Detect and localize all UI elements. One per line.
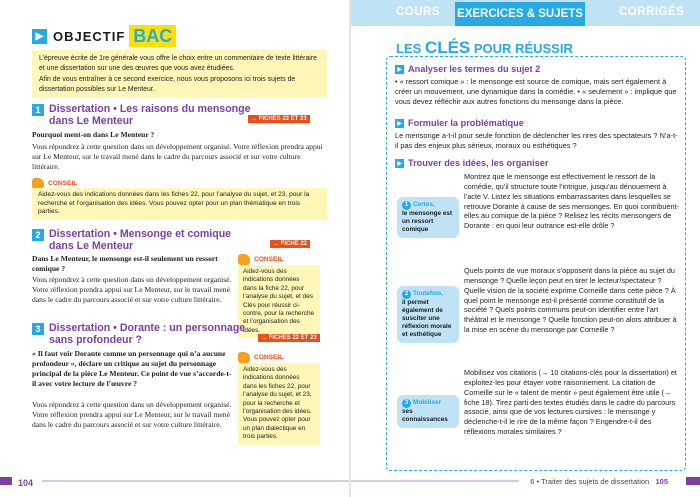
footer-bar (0, 477, 12, 485)
idea-pill-3 (397, 395, 459, 428)
subject-body: Vous répondrez à cette question dans un développement organisé. Votre réflexion prendra appui sur Le Menteur, sur le travail mené dans le cadre du parcours associé et sur votre culture littéraire. (32, 142, 323, 171)
subject-question: Pourquoi ment-on dans Le Menteur ? (32, 130, 155, 139)
heading-analyser (395, 64, 540, 74)
pointing-hand-icon (238, 352, 250, 363)
right-page (351, 0, 700, 497)
bac-badge: BAC (129, 25, 176, 47)
section-title: Dissertation • Les raisons du mensonge (49, 103, 251, 115)
tab-cours[interactable]: COURS (396, 6, 441, 18)
section-number: 1 (32, 104, 44, 116)
heading-idees (395, 158, 548, 168)
tab-exercices-sujets[interactable]: EXERCICES & SUJETS (455, 2, 585, 26)
conseil-label (238, 254, 283, 265)
conseil-text: CONSEIL (48, 180, 78, 187)
conseil-label (238, 352, 283, 363)
arrow-right-icon: ▶ (395, 159, 404, 168)
page-number: 105 (655, 477, 668, 486)
pill-number: 1 (402, 201, 411, 210)
idea-list-1: Montrez que le mensonge est effectivement le ressort de la comédie, qu’il structure toute l’intrigue, jusqu’au dénouement à l’acte V. Listez les situations embarrassantes dans lesquelles se retrouve Dorante à cause de ses mensonges. En quoi contribuent-elles au comique de la pièce ? Relisez les récits mensongers de Dorante : en quoi leur outrance est-elle drôle ? (464, 172, 679, 231)
arrow-right-icon: ▶ (32, 29, 47, 44)
heading-text: Formuler la problématique (408, 118, 524, 128)
conseil-box: Aidez-vous des indications données dans la fiche 22, pour l’analyse du sujet, et des Clés pour réussir ci-contre, pour la recherche et l’organisation des idées. (238, 265, 320, 338)
title-rest: POUR RÉUSSIR (473, 41, 573, 56)
footer-rule (351, 480, 519, 482)
problematique-text: Le mensonge a-t-il pour seule fonction de déclencher les rires des spectateurs ? N’a-t-il pas des enjeux plus sérieux, moraux ou esthétiques ? (395, 131, 678, 150)
section-tabs (351, 0, 700, 26)
arrow-right-icon: ▶ (395, 119, 404, 128)
conseil-text: CONSEIL (254, 256, 284, 263)
objectif-bac-banner (32, 25, 176, 47)
page-number: 104 (18, 478, 34, 488)
left-page (0, 0, 349, 497)
heading-text: Analyser les termes du sujet 2 (408, 64, 541, 74)
arrow-right-icon: ▶ (395, 65, 404, 74)
section-1-heading (32, 103, 251, 127)
pill-key: Mobiliser (413, 399, 442, 406)
section-number: 3 (32, 323, 44, 335)
pill-number: 3 (402, 399, 411, 408)
section-title: Dissertation • Dorante : un personnage (49, 322, 246, 334)
heading-text: Trouver des idées, les organiser (408, 158, 549, 168)
fiche-reference: → FICHES 22 ET 23 (248, 115, 310, 123)
pill-number: 2 (402, 290, 411, 299)
subject-body: Vous répondrez à cette question dans un développement organisé. Votre réflexion prendra appui sur Le Menteur, sur le travail mené dans le cadre du parcours associé et sur votre culture littéraire. (32, 275, 232, 304)
section-3-heading (32, 322, 245, 346)
footer-label (530, 477, 668, 486)
pill-key: Toutefois, (413, 290, 444, 297)
conseil-box: Aidez-vous des indications données dans les fiches 22, pour l’analyse du sujet, et 23, pour la recherche et l’organisation des idées. Vous pouvez opter pour un plan dialectique en trois parties. (238, 363, 320, 445)
pill-key: Certes, (413, 201, 435, 208)
objectif-label: OBJECTIF (53, 28, 126, 44)
conseil-text: CONSEIL (254, 354, 284, 361)
fiche-reference: → FICHES 22 ET 23 (258, 334, 320, 342)
subject-question: « Il faut voir Dorante comme un personnage qui n’a aucune profondeur », déclare un critique au sujet du personnage principal de la pièce Le Menteur. Ce point de vue s’accorde-t-il avec votre lecture de l’œuvre ? (32, 349, 232, 388)
subject-body: Vous répondrez à cette question dans un développement organisé. Votre réflexion prendra appui sur Le Menteur, sur le travail mené dans le cadre du parcours associé et sur votre culture littéraire. (32, 400, 232, 429)
subject-question: Dans Le Menteur, le mensonge est-il seulement un ressort comique ? (32, 254, 218, 273)
title-les: LES (396, 41, 422, 56)
idea-list-2: Quels points de vue moraux s’opposent dans la pièce au sujet du mensonge ? Quelle leçon peut en tirer le lecteur/spectateur ? Quelle vision de la société exprime Corneille dans cette pièce ? À quel point le mensonge est-il présenté comme constitutif de la société ? Quels points communs peut-on identifier entre l’art théâtral et le mensonge ? Quelle fonction peut-on alors attribuer à la mise en scène du mensonge par Corneille ? (464, 266, 677, 335)
section-title: dans Le Menteur (49, 240, 134, 252)
pill-text: ses connaissances (402, 408, 448, 423)
chapter-label: 6 • Traiter des sujets de dissertation (530, 477, 650, 486)
fiche-reference: → FICHE 22 (270, 240, 310, 248)
intro-paragraph: Afin de vous entraîner à ce second exercice, nous vous proposons ici trois sujets de dissertation possibles sur Le Menteur. (39, 76, 296, 93)
section-number: 2 (32, 229, 44, 241)
cles-title (396, 38, 573, 58)
analyser-text: • « ressort comique » : le mensonge est source de comique, mais sert également à créer un mouvement, une dynamique dans la comédie. • « seulement » : implique que vous devez réfléchir aux autres fonctions du mensonge dans la pièce. (395, 77, 677, 106)
conseil-box: Aidez-vous des indications données dans les fiches 22, pour l’analyse du sujet, et 23, pour la recherche et l’organisation des idées. Vous pouvez opter pour un plan thématique en trois parties. (32, 188, 327, 220)
heading-problematique (395, 118, 524, 128)
pill-text: il permet également de susciter une réflexion morale et esthétique (402, 299, 452, 338)
idea-pill-1 (397, 197, 459, 238)
title-cles: CLÉS (424, 38, 471, 57)
footer-bar (686, 477, 700, 485)
section-title: sans profondeur ? (49, 334, 142, 346)
tab-corriges[interactable]: CORRIGÉS (619, 6, 685, 18)
idea-list-3: Mobilisez vos citations (→ 10 citations-clés pour la dissertation) et exploitez-les pour étayer votre raisonnement. La citation de Corneille sur le « talent de mentir » peut également être utile (→ fiche 18). Tirez parti des textes étudiés dans le cadre du parcours associé, ainsi que de vos lectures cursives : le mensonge y déclenche-t-il le rire de la même façon ? Engendre-t-il des réflexions morales similaires ? (464, 368, 677, 437)
pointing-hand-icon (238, 254, 250, 265)
intro-paragraph: L’épreuve écrite de 1re générale vous offre le choix entre un commentaire de texte littéraire et une dissertation sur une des œuvres que vous avez étudiées. (39, 55, 317, 72)
section-title: Dissertation • Mensonge et comique (49, 228, 232, 240)
intro-box (32, 50, 327, 98)
section-title: dans Le Menteur (49, 115, 134, 127)
section-2-heading (32, 228, 231, 252)
pill-text: le mensonge est un ressort comique (402, 210, 453, 233)
idea-pill-2 (397, 286, 459, 343)
footer-rule (42, 480, 349, 482)
